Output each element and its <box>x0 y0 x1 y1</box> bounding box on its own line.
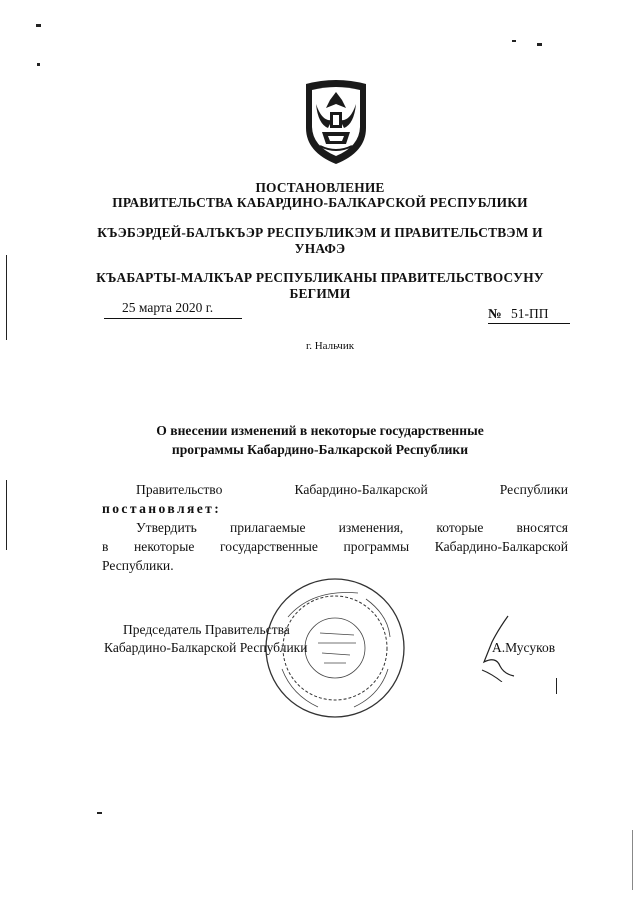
decree-number <box>488 306 570 324</box>
body-word: Правительство <box>136 482 223 497</box>
coat-of-arms-icon <box>302 78 370 166</box>
issuer-title-balk: КЪАБАРТЫ-МАЛКЪАР РЕСПУБЛИКАНЫ ПРАВИТЕЛЬСТВОСУНУ <box>96 270 544 285</box>
body-line3: Утвердить прилагаемые изменения, которые вносятся <box>136 520 568 535</box>
body-line5: Республики. <box>102 558 174 573</box>
scan-speck <box>97 812 102 814</box>
body-word: Республики <box>499 482 568 497</box>
body-line1 <box>102 480 568 499</box>
signatory-name: А.Мусуков <box>492 640 556 655</box>
decree-verb: постановляет: <box>102 501 222 516</box>
scan-speck <box>556 678 557 694</box>
issuer-title-kab: КЪЭБЭРДЕЙ-БАЛЪКЪЭР РЕСПУБЛИКЭМ И ПРАВИТЕЛЬСТВЭМ И <box>97 225 543 240</box>
signatory-title-line1: Председатель Правительства <box>123 622 290 637</box>
scan-line <box>632 830 633 890</box>
decree-subject-line2: программы Кабардино-Балкарской Республики <box>171 442 469 457</box>
signatory-title-line2: Кабардино-Балкарской Республики <box>104 640 308 655</box>
scan-speck <box>512 40 516 42</box>
scan-line <box>6 480 7 550</box>
number-sign: № <box>488 306 502 321</box>
issuer-title-ru: ПРАВИТЕЛЬСТВА КАБАРДИНО-БАЛКАРСКОЙ РЕСПУБЛИКИ <box>112 195 528 210</box>
decree-date: 25 марта 2020 г. <box>104 300 242 319</box>
decree-subject-line1: О внесении изменений в некоторые государственные <box>156 423 484 438</box>
scan-speck <box>37 63 40 66</box>
body-line4: в некоторые государственные программы Кабардино-Балкарской <box>102 539 568 554</box>
decree-city: г. Нальчик <box>305 340 355 352</box>
issuer-title-balk-cont: БЕГИМИ <box>289 286 351 301</box>
doc-type-title: ПОСТАНОВЛЕНИЕ <box>255 180 385 195</box>
body-word: Кабардино-Балкарской <box>294 482 428 497</box>
number-value: 51-ПП <box>510 306 549 321</box>
scan-speck <box>36 24 41 27</box>
scan-speck <box>537 43 542 46</box>
issuer-title-kab-cont: УНАФЭ <box>294 241 346 256</box>
